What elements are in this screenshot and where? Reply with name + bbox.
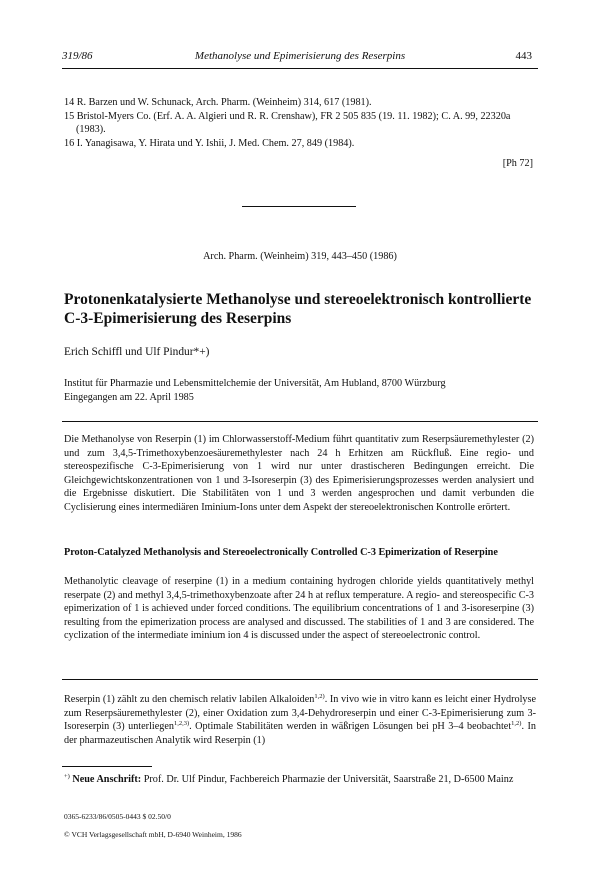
page-number: 443 xyxy=(515,50,532,62)
reference-item: 16 I. Yanagisawa, Y. Hirata und Y. Ishii, J. Med. Chem. 27, 849 (1984). xyxy=(64,137,355,149)
section-divider xyxy=(242,206,356,207)
copyright-line: © VCH Verlagsgesellschaft mbH, D-6940 Weinheim, 1986 xyxy=(64,830,242,839)
header-rule xyxy=(62,68,538,69)
german-abstract: Die Methanolyse von Reserpin (1) im Chlorwasserstoff-Medium führt quantitativ zum Reserpsäuremethylester (2) und zum 3,4,5-Trimethoxybenzoesäuremethylester nach 24 h Erhitzen am Rückfluß. Eine regio- und stereospezifische C-3-Epimerisierung von 1 wird nur unter drastischeren Bedingungen erreicht. Die Gleichgewichtskonzentrationen von 1 und 3-Isoreserpin (3) des Epimerisierungsprozesses werden analysiert und die Ergebnisse diskutiert. Die Stabilitäten von 1 und 3 werden angesprochen und damit verbunden die Cyclisierung eines intermediären Iminium-Ions unter dem Aspekt der stereoelektronischen Kontrolle erörtert. xyxy=(64,434,534,513)
body-text-segment: . Optimale Stabilitäten werden in wäßrigen Lösungen bei pH 3–4 beobachtet xyxy=(189,721,512,733)
footnote xyxy=(64,773,540,787)
journal-citation: Arch. Pharm. (Weinheim) 319, 443–450 (1986) xyxy=(203,251,397,262)
affiliation-block xyxy=(64,377,540,404)
running-header-issue: 319/86 xyxy=(62,50,93,62)
footnote-rule xyxy=(62,766,152,767)
english-title: Proton-Catalyzed Methanolysis and Stereoelectronically Controlled C-3 Epimerization of Reserpine xyxy=(64,547,498,558)
received-date: Eingegangen am 22. April 1985 xyxy=(64,391,194,403)
abstract-bottom-rule xyxy=(62,679,538,680)
reference-list xyxy=(64,96,540,150)
reference-item: 14 R. Barzen und W. Schunack, Arch. Pharm. (Weinheim) 314, 617 (1981). xyxy=(64,97,372,108)
body-text-segment: . In vivo wie in vitro kann es leicht einer Hydrolyse zum Reserpsäuremethylester (2), einer Oxidation zum 3,4-Dehydroreserpin und einer C-3-Epimerisierung zum 3-Isoreserpin (3) unterliegen xyxy=(64,694,536,733)
article-title: Protonenkatalysierte Methanolyse und stereoelektronisch kontrollierte C-3-Epimerisierung des Reserpins xyxy=(64,291,532,327)
issn-line: 0365-6233/86/0505-0443 $ 02.50/0 xyxy=(64,812,171,821)
footnote-text: Prof. Dr. Ulf Pindur, Fachbereich Pharmazie der Universität, Saarstraße 21, D-6500 Mainz xyxy=(143,774,514,785)
abstract-top-rule xyxy=(62,421,538,422)
footnote-marker: +) xyxy=(64,773,70,780)
author-line: Erich Schiffl und Ulf Pindur*+) xyxy=(64,346,210,358)
citation-superscript: 1,2) xyxy=(314,693,325,700)
citation-superscript: 1,2) xyxy=(511,720,522,728)
manuscript-code: [Ph 72] xyxy=(502,158,533,169)
body-paragraph xyxy=(64,693,536,747)
body-text-segment: . In der pharmazeutischen Analytik wird Reserpin (1) xyxy=(64,721,536,746)
footnote-label: Neue Anschrift: xyxy=(72,774,142,785)
reference-item: 15 Bristol-Myers Co. (Erf. A. A. Algieri und R. R. Crenshaw), FR 2 505 835 (19. 11. 1982); C. A. 99, 22320a (1983). xyxy=(64,110,511,136)
english-abstract: Methanolytic cleavage of reserpine (1) in a medium containing hydrogen chloride yields quantitatively methyl reserpate (2) and methyl 3,4,5-trimethoxybenzoate after 24 h at reflux temperature. A regio- and stereospecific C-3 epimerization of 1 is achieved under forced conditions. The equilibrium concentrations of 1 and 3-isoreserpine (3) resulting from the epimerization process are analysed and discussed. The stabilities of 1 and 3 are considered. The cyclization of the intermediate iminium ion 4 is discussed under the aspect of stereoelectronic control. xyxy=(64,576,534,642)
institution: Institut für Pharmazie und Lebensmittelchemie der Universität, Am Hubland, 8700 Würzburg xyxy=(64,378,446,389)
body-text-segment: Reserpin (1) zählt zu den chemisch relativ labilen Alkaloiden xyxy=(64,694,315,705)
running-header-title: Methanolyse und Epimerisierung des Reserpins xyxy=(194,50,406,62)
citation-superscript: 1,2,3) xyxy=(173,720,190,728)
